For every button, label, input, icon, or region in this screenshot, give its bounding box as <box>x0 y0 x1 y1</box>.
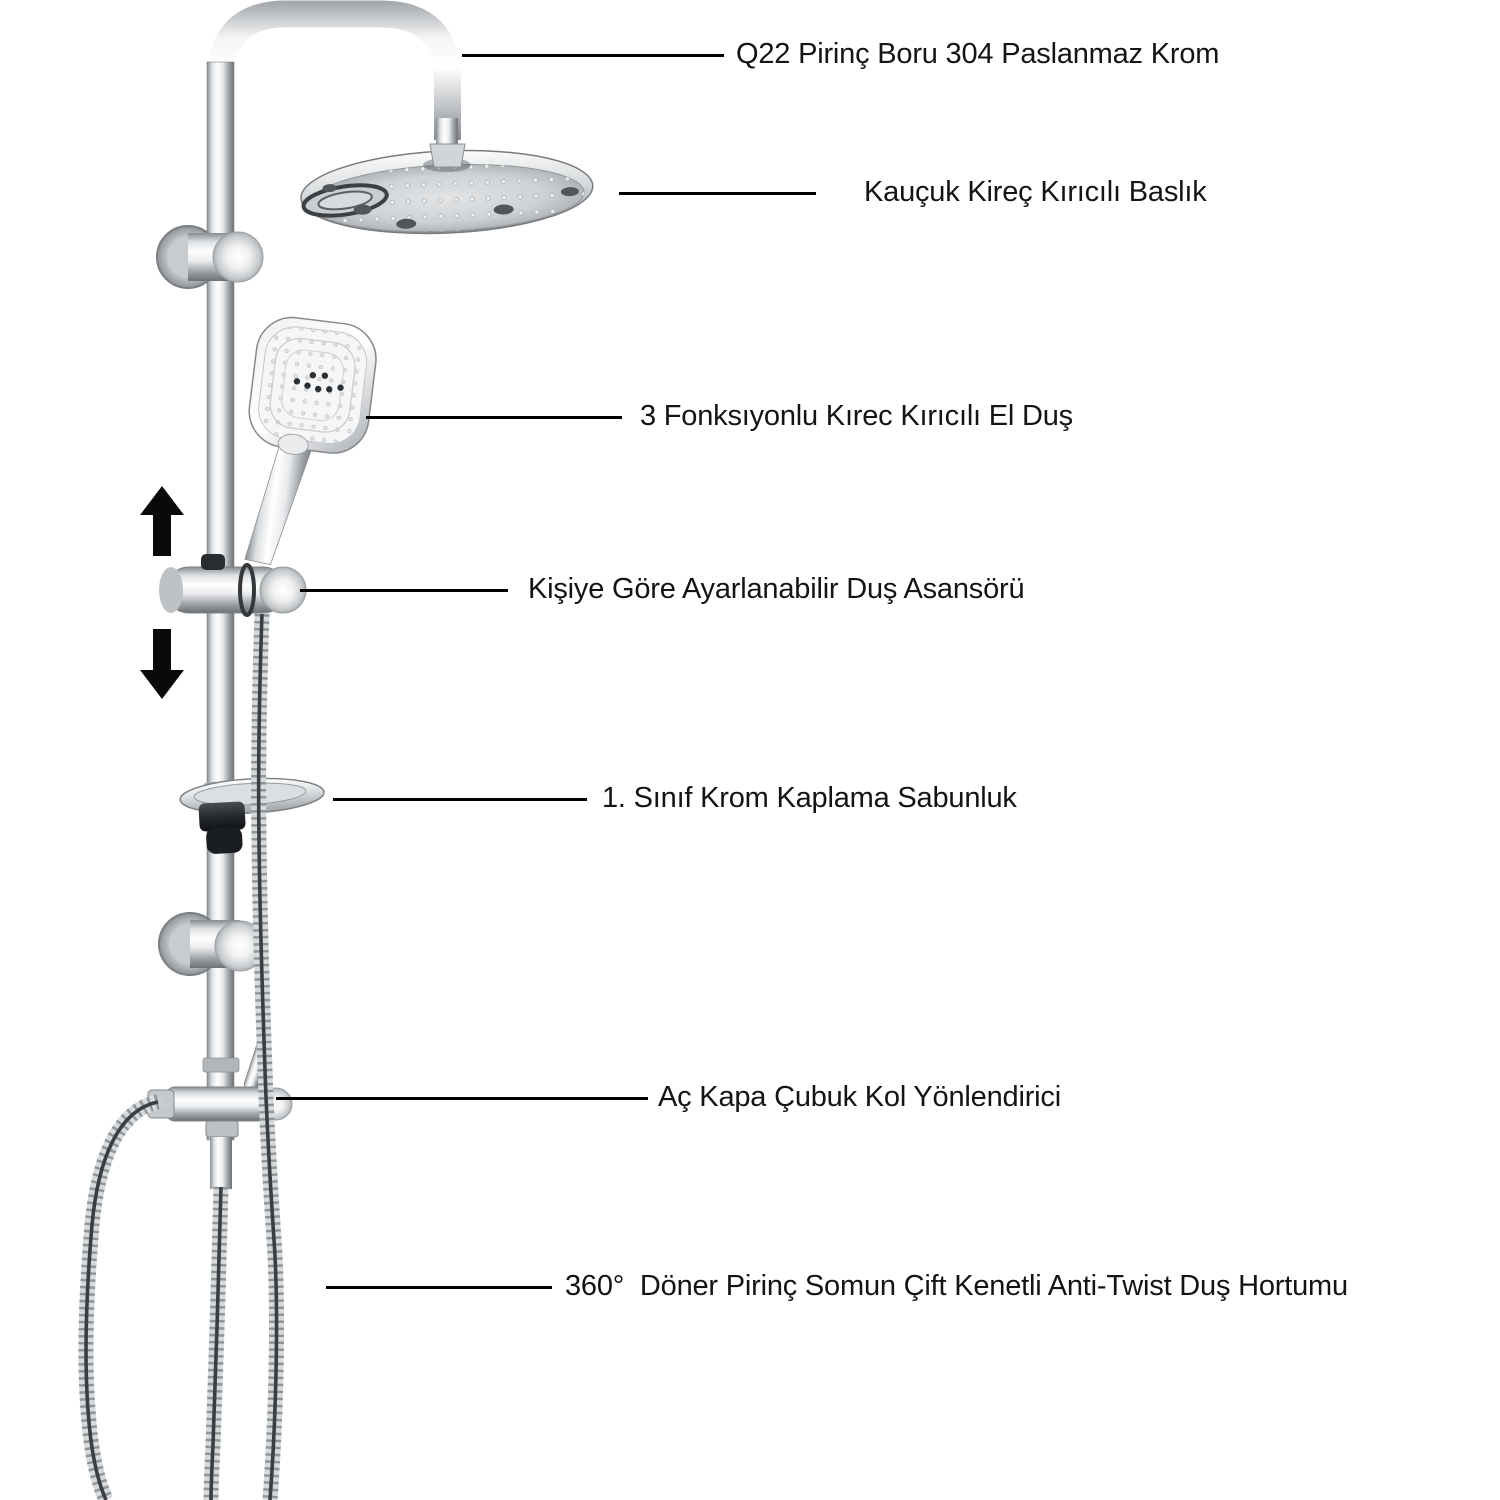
callout-diverter <box>276 1076 1061 1120</box>
callout-label: Aç Kapa Çubuk Kol Yönlendirici <box>658 1081 1061 1114</box>
callout-soap-dish <box>333 777 1017 821</box>
leader-line <box>366 416 622 419</box>
callout-hand-shower <box>366 395 1073 439</box>
soap-dish-clamp <box>198 801 245 831</box>
arrow-up-icon <box>140 486 184 556</box>
callout-label: 3 Fonksıyonlu Kırec Kırıcılı El Duş <box>640 400 1073 433</box>
shower-arm <box>221 14 448 140</box>
shower-hose-right <box>259 614 277 1500</box>
leader-line <box>619 192 816 195</box>
arrow-down-icon <box>140 629 184 699</box>
callout-slider <box>300 568 1024 612</box>
callout-label: Q22 Pirinç Boru 304 Paslanmaz Krom <box>736 38 1220 71</box>
hand-shower <box>231 313 380 574</box>
rain-head-connector <box>423 118 471 172</box>
leader-line <box>276 1097 648 1100</box>
callout-hose <box>326 1265 1348 1309</box>
leader-line <box>300 589 508 592</box>
callout-label: Kişiye Göre Ayarlanabilir Duş Asansörü <box>528 573 1025 606</box>
shower-hose-loop <box>86 1100 166 1500</box>
leader-line <box>462 54 724 57</box>
callout-label: 360° Döner Pirinç Somun Çift Kenetli Anti-Twist Duş Hortumu <box>565 1270 1348 1303</box>
leader-line <box>333 798 587 801</box>
callout-label: 1. Sınıf Krom Kaplama Sabunluk <box>602 782 1017 815</box>
slider-lock-knob <box>201 554 225 570</box>
callout-rain-head <box>619 171 1207 215</box>
wall-bracket-top <box>157 226 263 288</box>
leader-line <box>326 1286 552 1289</box>
shower-hose-middle <box>211 1187 221 1500</box>
wall-bracket-bottom <box>159 913 265 975</box>
callout-pipe <box>462 33 1219 77</box>
callout-label: Kauçuk Kireç Kırıcılı Baslık <box>864 176 1207 209</box>
